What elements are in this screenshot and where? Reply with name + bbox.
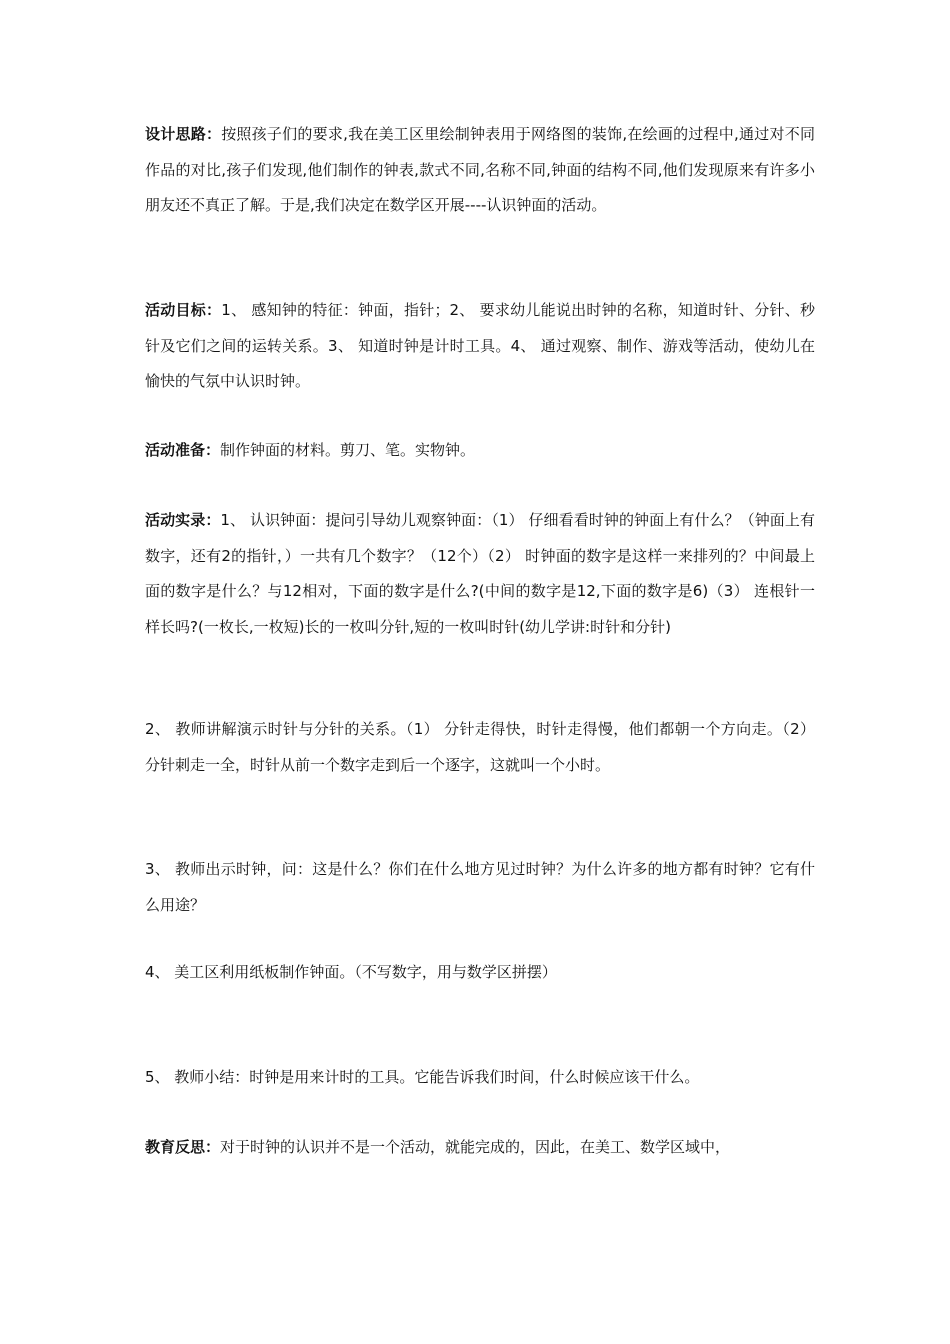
- step-4-text: 4、 美工区利用纸板制作钟面。（不写数字，用与数学区拼摆）: [145, 963, 557, 981]
- activity-prep-label: 活动准备：: [145, 441, 221, 459]
- reflection-paragraph: [145, 1130, 815, 1166]
- activity-record-paragraph: [145, 503, 815, 645]
- step-4-paragraph: [145, 955, 815, 991]
- step-5-paragraph: [145, 1060, 815, 1096]
- design-idea-text: 按照孩子们的要求,我在美工区里绘制钟表用于网络图的装饰,在绘画的过程中,通过对不同作品的对比,孩子们发现,他们制作的钟表,款式不同,名称不同,钟面的结构不同,他们发现原来有许多小朋友还不真正了解。于是,我们决定在数学区开展----认识钟面的活动。: [145, 125, 815, 214]
- step-5-text: 5、 教师小结：时钟是用来计时的工具。它能告诉我们时间，什么时候应该干什么。: [145, 1068, 700, 1086]
- reflection-text: 对于时钟的认识并不是一个活动，就能完成的，因此，在美工、数学区域中，: [220, 1138, 731, 1156]
- design-idea-paragraph: [145, 117, 815, 224]
- step-2-paragraph: [145, 712, 815, 783]
- activity-goal-label: 活动目标：: [145, 301, 222, 319]
- activity-record-text: 1、 认识钟面：提问引导幼儿观察钟面：（1） 仔细看看时钟的钟面上有什么？（钟面上有数字，还有2的指针，）一共有几个数字？（12个）（2） 时钟面的数字是这样一来排列的？中间最上面的数字是什么？与12相对，下面的数字是什么?(中间的数字是12,下面的数字是6)（3） 连根针一样长吗?(一枚长,一枚短)长的一枚叫分针,短的一枚叫时针(幼儿学讲:时针和分针): [145, 511, 815, 636]
- step-3-paragraph: [145, 852, 815, 923]
- reflection-label: 教育反思：: [145, 1138, 221, 1156]
- activity-prep-paragraph: [145, 433, 815, 469]
- activity-prep-text: 制作钟面的材料。剪刀、笔。实物钟。: [220, 441, 476, 459]
- step-3-text: 3、 教师出示时钟，问：这是什么？你们在什么地方见过时钟？为什么许多的地方都有时钟？它有什么用途？: [145, 860, 815, 914]
- design-idea-label: 设计思路：: [145, 125, 222, 143]
- activity-goal-text: 1、 感知钟的特征：钟面，指针；2、 要求幼儿能说出时钟的名称，知道时针、分针、秒针及它们之间的运转关系。3、 知道时钟是计时工具。4、 通过观察、制作、游戏等活动，使幼儿在愉快的气氛中认识时钟。: [145, 301, 815, 390]
- step-2-text: 2、 教师讲解演示时针与分针的关系。（1） 分针走得快，时针走得慢，他们都朝一个方向走。（2） 分针刺走一全，时针从前一个数字走到后一个逐字，这就叫一个小时。: [145, 720, 815, 774]
- activity-record-label: 活动实录：: [145, 511, 221, 529]
- activity-goal-paragraph: [145, 293, 815, 400]
